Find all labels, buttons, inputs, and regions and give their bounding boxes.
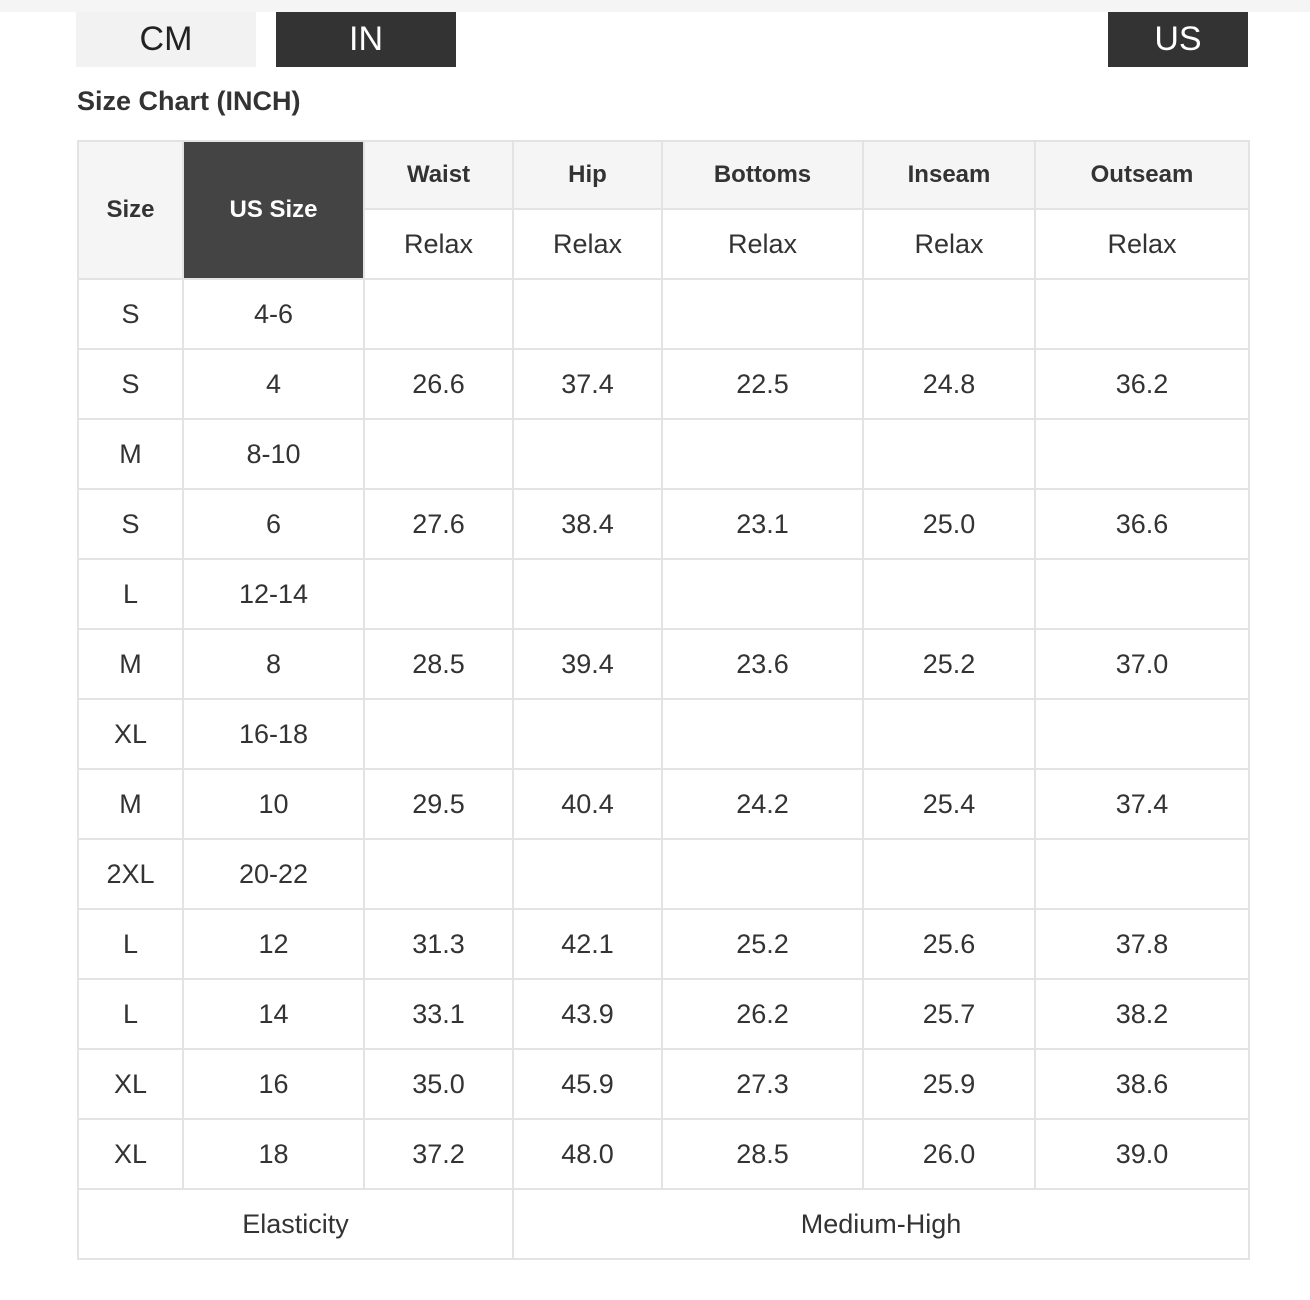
cell-inseam: 25.6	[863, 909, 1035, 979]
cell-size: S	[78, 279, 183, 349]
cell-outseam: 37.8	[1035, 909, 1249, 979]
cell-us-size: 14	[183, 979, 364, 1049]
table-row	[78, 1119, 1249, 1189]
unit-in-button[interactable]: IN	[276, 12, 456, 67]
subheader-outseam: Relax	[1035, 209, 1249, 279]
cell-size: S	[78, 489, 183, 559]
cell-us-size: 4	[183, 349, 364, 419]
cell-us-size: 20-22	[183, 839, 364, 909]
cell-inseam: 25.9	[863, 1049, 1035, 1119]
cell-inseam	[863, 839, 1035, 909]
cell-outseam: 37.0	[1035, 629, 1249, 699]
cell-hip	[513, 699, 662, 769]
header-inseam: Inseam	[863, 141, 1035, 209]
cell-inseam	[863, 699, 1035, 769]
cell-hip: 39.4	[513, 629, 662, 699]
cell-waist	[364, 279, 513, 349]
table-row	[78, 699, 1249, 769]
cell-bottoms: 23.6	[662, 629, 863, 699]
header-us-size: US Size	[183, 141, 364, 279]
table-body	[78, 279, 1249, 1189]
cell-inseam: 25.0	[863, 489, 1035, 559]
cell-waist: 26.6	[364, 349, 513, 419]
cell-outseam: 38.6	[1035, 1049, 1249, 1119]
cell-waist: 31.3	[364, 909, 513, 979]
cell-waist: 35.0	[364, 1049, 513, 1119]
elasticity-value: Medium-High	[513, 1189, 1249, 1259]
table-row	[78, 769, 1249, 839]
elasticity-row	[78, 1189, 1249, 1259]
cell-hip	[513, 279, 662, 349]
header-outseam: Outseam	[1035, 141, 1249, 209]
cell-waist	[364, 699, 513, 769]
cell-inseam	[863, 419, 1035, 489]
cell-us-size: 16-18	[183, 699, 364, 769]
table-row	[78, 349, 1249, 419]
region-us-button[interactable]: US	[1108, 12, 1248, 67]
cell-inseam	[863, 559, 1035, 629]
cell-hip	[513, 419, 662, 489]
cell-us-size: 12-14	[183, 559, 364, 629]
cell-hip: 40.4	[513, 769, 662, 839]
subheader-inseam: Relax	[863, 209, 1035, 279]
cell-hip: 42.1	[513, 909, 662, 979]
cell-size: 2XL	[78, 839, 183, 909]
cell-outseam	[1035, 839, 1249, 909]
header-waist: Waist	[364, 141, 513, 209]
cell-outseam: 39.0	[1035, 1119, 1249, 1189]
cell-waist: 28.5	[364, 629, 513, 699]
table-row	[78, 979, 1249, 1049]
cell-hip	[513, 559, 662, 629]
cell-bottoms: 28.5	[662, 1119, 863, 1189]
subheader-bottoms: Relax	[662, 209, 863, 279]
table-row	[78, 489, 1249, 559]
cell-size: XL	[78, 699, 183, 769]
cell-size: XL	[78, 1119, 183, 1189]
cell-size: L	[78, 979, 183, 1049]
subheader-hip: Relax	[513, 209, 662, 279]
cell-size: S	[78, 349, 183, 419]
unit-cm-button[interactable]: CM	[76, 12, 256, 67]
cell-bottoms: 25.2	[662, 909, 863, 979]
table-row	[78, 909, 1249, 979]
cell-waist	[364, 559, 513, 629]
cell-waist: 27.6	[364, 489, 513, 559]
cell-outseam	[1035, 699, 1249, 769]
cell-bottoms: 27.3	[662, 1049, 863, 1119]
cell-us-size: 16	[183, 1049, 364, 1119]
cell-waist	[364, 839, 513, 909]
header-hip: Hip	[513, 141, 662, 209]
cell-size: M	[78, 419, 183, 489]
cell-outseam: 38.2	[1035, 979, 1249, 1049]
table-row	[78, 629, 1249, 699]
size-chart-title: Size Chart (INCH)	[77, 86, 301, 116]
cell-us-size: 12	[183, 909, 364, 979]
cell-outseam: 36.2	[1035, 349, 1249, 419]
header-row	[78, 141, 1249, 209]
cell-size: L	[78, 909, 183, 979]
cell-us-size: 4-6	[183, 279, 364, 349]
header-size: Size	[78, 141, 183, 279]
header-bottoms: Bottoms	[662, 141, 863, 209]
cell-size: XL	[78, 1049, 183, 1119]
cell-inseam	[863, 279, 1035, 349]
table-row	[78, 839, 1249, 909]
size-chart-table	[77, 140, 1250, 1260]
cell-us-size: 10	[183, 769, 364, 839]
cell-us-size: 8-10	[183, 419, 364, 489]
table-row	[78, 1049, 1249, 1119]
cell-hip: 37.4	[513, 349, 662, 419]
cell-outseam: 37.4	[1035, 769, 1249, 839]
cell-inseam: 25.4	[863, 769, 1035, 839]
cell-us-size: 8	[183, 629, 364, 699]
cell-size: M	[78, 769, 183, 839]
cell-inseam: 26.0	[863, 1119, 1035, 1189]
cell-us-size: 18	[183, 1119, 364, 1189]
cell-us-size: 6	[183, 489, 364, 559]
cell-waist: 29.5	[364, 769, 513, 839]
cell-size: L	[78, 559, 183, 629]
cell-hip: 43.9	[513, 979, 662, 1049]
cell-bottoms: 22.5	[662, 349, 863, 419]
cell-hip: 48.0	[513, 1119, 662, 1189]
cell-outseam	[1035, 559, 1249, 629]
cell-bottoms	[662, 699, 863, 769]
cell-waist: 37.2	[364, 1119, 513, 1189]
cell-bottoms	[662, 559, 863, 629]
cell-size: M	[78, 629, 183, 699]
cell-hip	[513, 839, 662, 909]
subheader-waist: Relax	[364, 209, 513, 279]
cell-bottoms: 26.2	[662, 979, 863, 1049]
cell-inseam: 25.2	[863, 629, 1035, 699]
top-strip	[0, 0, 1310, 12]
elasticity-label: Elasticity	[78, 1189, 513, 1259]
cell-bottoms	[662, 279, 863, 349]
cell-inseam: 24.8	[863, 349, 1035, 419]
cell-waist	[364, 419, 513, 489]
cell-outseam: 36.6	[1035, 489, 1249, 559]
table-row	[78, 419, 1249, 489]
cell-bottoms: 24.2	[662, 769, 863, 839]
table-row	[78, 559, 1249, 629]
cell-bottoms	[662, 839, 863, 909]
cell-bottoms	[662, 419, 863, 489]
cell-outseam	[1035, 419, 1249, 489]
cell-hip: 45.9	[513, 1049, 662, 1119]
table-row	[78, 279, 1249, 349]
cell-outseam	[1035, 279, 1249, 349]
cell-bottoms: 23.1	[662, 489, 863, 559]
cell-inseam: 25.7	[863, 979, 1035, 1049]
cell-hip: 38.4	[513, 489, 662, 559]
cell-waist: 33.1	[364, 979, 513, 1049]
